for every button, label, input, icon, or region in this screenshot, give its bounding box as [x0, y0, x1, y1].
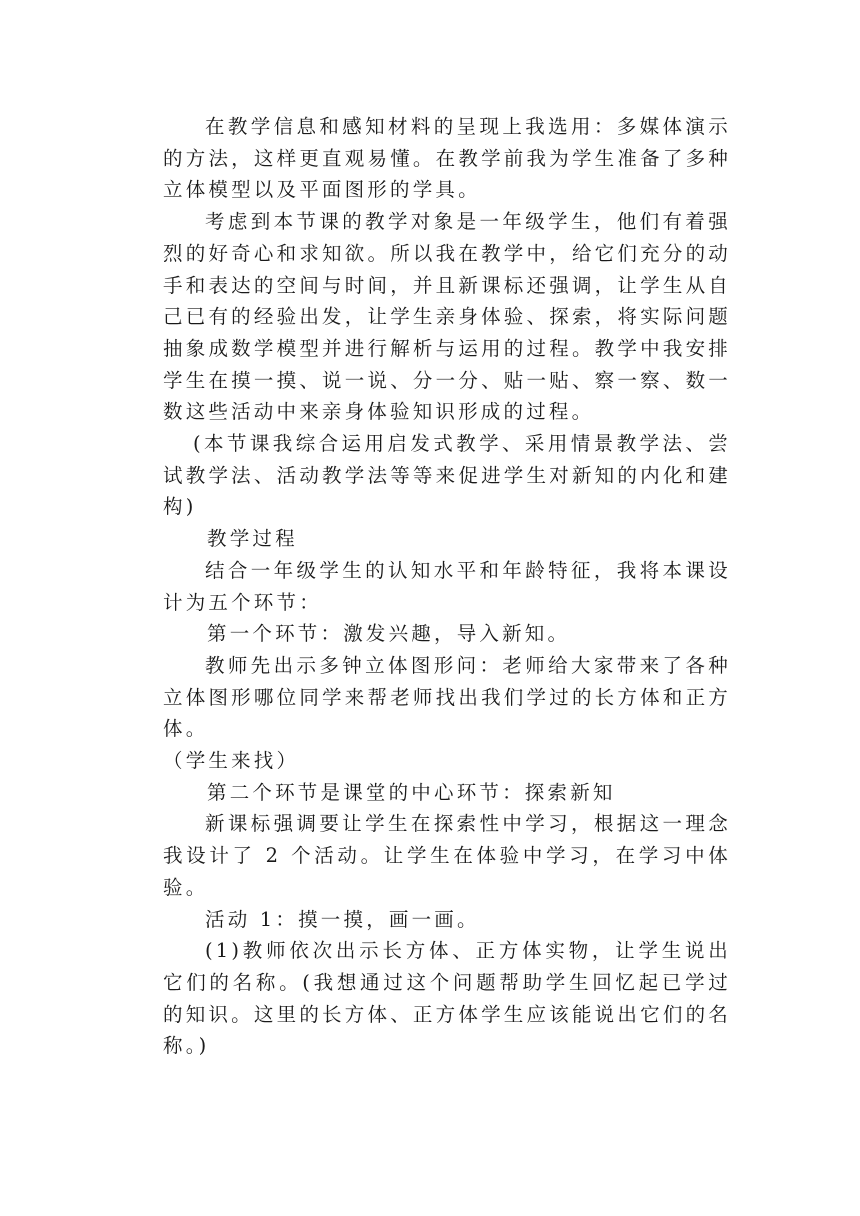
paragraph-students-find: （学生来找） — [163, 749, 300, 773]
paragraph-new-curriculum: 新课标强调要让学生在探索性中学习，根据这一理念我设计了 2 个活动。让学生在体验中学习，在学习中体验。 — [163, 812, 731, 899]
paragraph-presentation-method: 在教学信息和感知材料的呈现上我选用：多媒体演示的方法，这样更直观易懂。在教学前我为学生准备了多种立体模型以及平面图形的学具。 — [163, 115, 731, 202]
paragraph-stage-one: 第一个环节：激发兴趣，导入新知。 — [207, 622, 571, 646]
paragraph-teaching-object: 考虑到本节课的教学对象是一年级学生，他们有着强烈的好奇心和求知欲。所以我在教学中，给它们充分的动手和表达的空间与时间，并且新课标还强调，让学生从自己已有的经验出发，让学生亲身体验、探索，将实际问题抽象成数学模型并进行解析与运用的过程。教学中我安排学生在摸一摸、说一说、分一分、贴一贴、察一察、数一数这些活动中来亲身体验知识形成的过程。 — [163, 210, 731, 424]
paragraph-activity-one: 活动 1：摸一摸，画一画。 — [205, 907, 480, 931]
paragraph-teaching-methods: (本节课我综合运用启发式教学、采用情景教学法、尝试教学法、活动教学法等等来促进学生对新知的内化和建构) — [163, 432, 731, 519]
paragraph-five-stages: 结合一年级学生的认知水平和年龄特征，我将本课设计为五个环节： — [163, 558, 731, 614]
paragraph-teacher-shows-shapes: 教师先出示多钟立体图形问：老师给大家带来了各种立体图形哪位同学来帮老师找出我们学过的长方体和正方体。 — [163, 653, 731, 741]
paragraph-step-one: (1)教师依次出示长方体、正方体实物，让学生说出它们的名称。(我想通过这个问题帮助学生回忆起已学过的知识。这里的长方体、正方体学生应该能说出它们的名称。) — [163, 939, 731, 1058]
paragraph-stage-two: 第二个环节是课堂的中心环节：探索新知 — [207, 780, 616, 804]
document-body — [163, 111, 731, 1062]
heading-teaching-process: 教学过程 — [207, 527, 298, 551]
